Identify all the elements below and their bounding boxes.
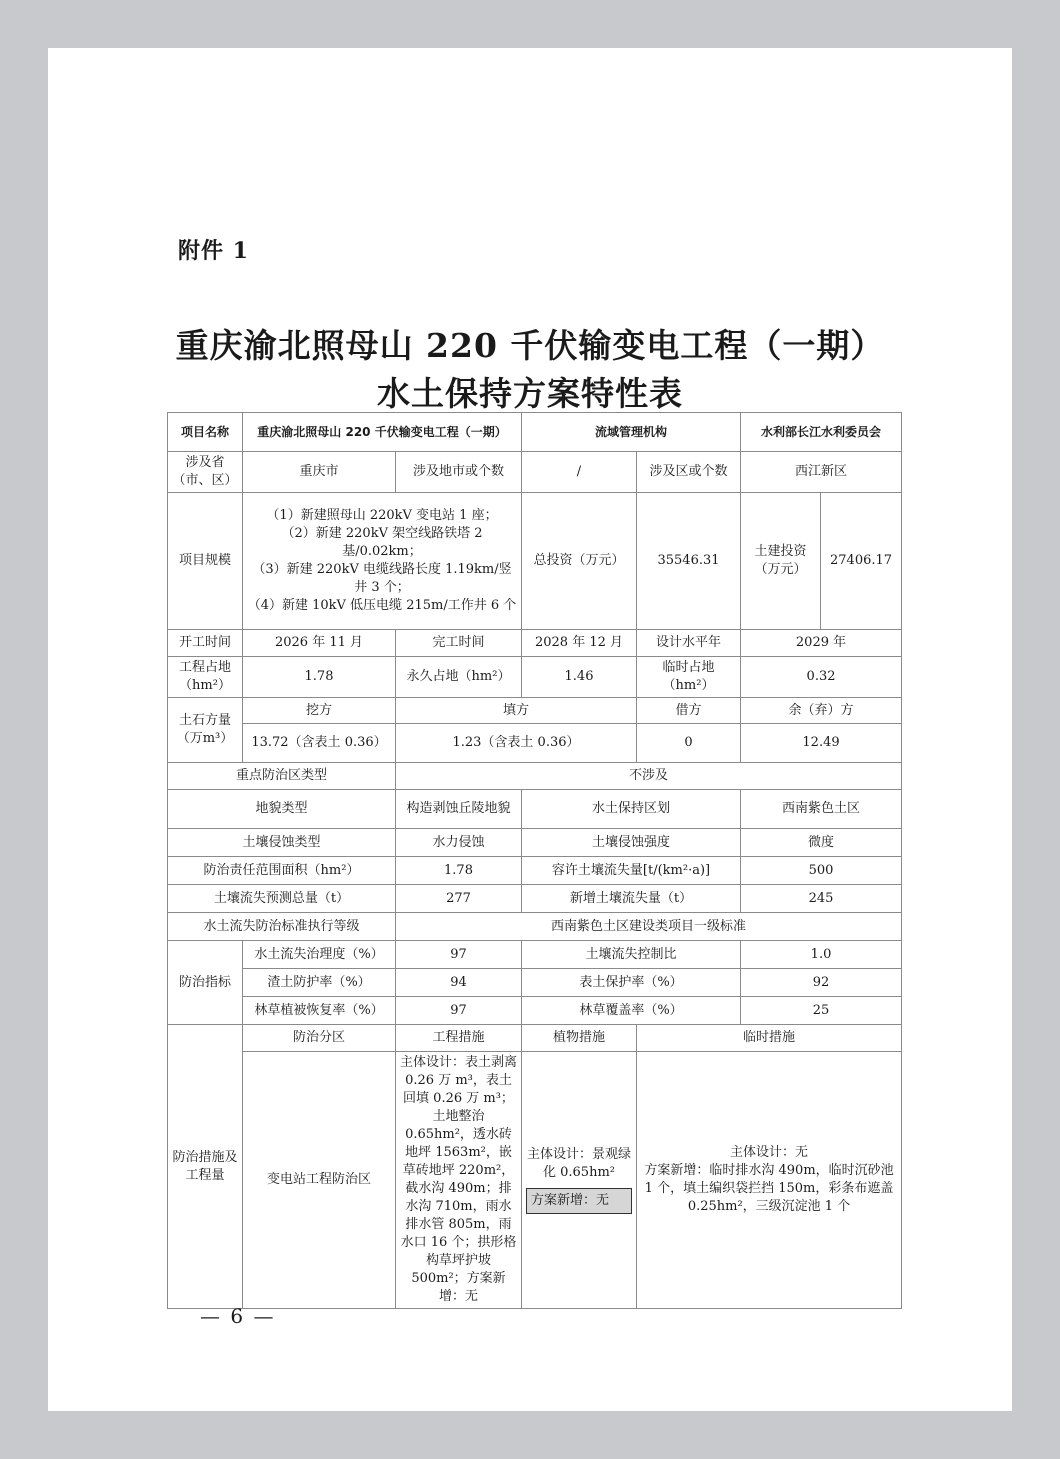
indicator-value: 97 xyxy=(396,941,522,969)
table-row xyxy=(168,829,902,857)
indicator-value: 1.0 xyxy=(741,941,902,969)
table-row xyxy=(168,413,902,452)
city-label: 涉及地市或个数 xyxy=(396,452,522,493)
temporary-measures xyxy=(637,1052,902,1309)
temp-land-label: 临时占地（hm²） xyxy=(637,657,741,698)
province-value: 重庆市 xyxy=(243,452,396,493)
temporary-new: 方案新增：临时排水沟 490m，临时沉砂池 1 个，填土编织袋拦挡 150m，彩条布遮盖 0.25hm²，三级沉淀池 1 个 xyxy=(644,1163,894,1214)
indicator-name: 林草植被恢复率（%） xyxy=(243,997,396,1025)
key-zone-value: 不涉及 xyxy=(396,763,902,790)
city-value: / xyxy=(522,452,637,493)
page-number: — 6 — xyxy=(200,1304,276,1328)
table-row xyxy=(168,452,902,493)
new-loss-value: 245 xyxy=(741,885,902,913)
table-row xyxy=(168,724,902,763)
landform-label: 地貌类型 xyxy=(168,790,396,829)
waste-value: 12.49 xyxy=(741,724,902,763)
table-row xyxy=(168,763,902,790)
pred-loss-value: 277 xyxy=(396,885,522,913)
land-value: 1.78 xyxy=(243,657,396,698)
cut-label: 挖方 xyxy=(243,698,396,724)
perm-land-label: 永久占地（hm²） xyxy=(396,657,522,698)
zone-value: 变电站工程防治区 xyxy=(243,1052,396,1309)
table-row xyxy=(168,1052,902,1309)
engineering-header: 工程措施 xyxy=(396,1025,522,1052)
basin-agency-value: 水利部长江水利委员会 xyxy=(741,413,902,452)
zone-header: 防治分区 xyxy=(243,1025,396,1052)
indicator-name: 表土保护率（%） xyxy=(522,969,741,997)
fill-label: 填方 xyxy=(396,698,637,724)
finish-label: 完工时间 xyxy=(396,630,522,657)
erosion-intensity-value: 微度 xyxy=(741,829,902,857)
document-page xyxy=(48,48,1012,1411)
attachment-label: 附件 1 xyxy=(178,238,249,264)
table-row xyxy=(168,1025,902,1052)
total-invest-value: 35546.31 xyxy=(637,493,741,630)
standard-label: 水土流失防治标准执行等级 xyxy=(168,913,396,941)
land-label: 工程占地（hm²） xyxy=(168,657,243,698)
temp-land-value: 0.32 xyxy=(741,657,902,698)
vegetation-new: 方案新增：无 xyxy=(526,1188,632,1214)
province-label: 涉及省（市、区） xyxy=(168,452,243,493)
swc-zone-label: 水土保持区划 xyxy=(522,790,741,829)
table-row xyxy=(168,857,902,885)
key-zone-label: 重点防治区类型 xyxy=(168,763,396,790)
earth-label: 土石方量（万m³） xyxy=(168,698,243,763)
design-year-value: 2029 年 xyxy=(741,630,902,657)
district-value: 西江新区 xyxy=(741,452,902,493)
page-title: 重庆渝北照母山 220 千伏输变电工程（一期） xyxy=(175,326,885,365)
table-row xyxy=(168,630,902,657)
total-invest-label: 总投资（万元） xyxy=(522,493,637,630)
vegetation-measures xyxy=(522,1052,637,1309)
indicator-value: 25 xyxy=(741,997,902,1025)
table-row xyxy=(168,913,902,941)
table-row xyxy=(168,941,902,969)
civil-invest-value: 27406.17 xyxy=(821,493,902,630)
table-row xyxy=(168,493,902,630)
civil-invest-label: 土建投资（万元） xyxy=(741,493,821,630)
scale-item: （3）新建 220kV 电缆线路长度 1.19km/竖井 3 个； xyxy=(252,562,512,595)
indicator-name: 水土流失治理度（%） xyxy=(243,941,396,969)
start-label: 开工时间 xyxy=(168,630,243,657)
temporary-header: 临时措施 xyxy=(637,1025,902,1052)
erosion-intensity-label: 土壤侵蚀强度 xyxy=(522,829,741,857)
project-name-value: 重庆渝北照母山 220 千伏输变电工程（一期） xyxy=(243,413,522,452)
finish-value: 2028 年 12 月 xyxy=(522,630,637,657)
table-row xyxy=(168,790,902,829)
borrow-label: 借方 xyxy=(637,698,741,724)
borrow-value: 0 xyxy=(637,724,741,763)
measures-label: 防治措施及工程量 xyxy=(168,1025,243,1309)
landform-value: 构造剥蚀丘陵地貌 xyxy=(396,790,522,829)
table-row xyxy=(168,997,902,1025)
swc-zone-value: 西南紫色土区 xyxy=(741,790,902,829)
temporary-design: 主体设计：无 xyxy=(730,1145,809,1160)
indicator-value: 97 xyxy=(396,997,522,1025)
scale-item: （4）新建 10kV 低压电缆 215m/工作井 6 个 xyxy=(247,598,517,613)
table-row xyxy=(168,657,902,698)
allow-loss-label: 容许土壤流失量[t/(km²·a)] xyxy=(522,857,741,885)
indicator-name: 林草覆盖率（%） xyxy=(522,997,741,1025)
district-label: 涉及区或个数 xyxy=(637,452,741,493)
vegetation-design: 主体设计：景观绿化 0.65hm² xyxy=(526,1147,631,1180)
table-row xyxy=(168,969,902,997)
vegetation-header: 植物措施 xyxy=(522,1025,637,1052)
spec-table xyxy=(167,412,902,1309)
table-row xyxy=(168,885,902,913)
scale-item: （1）新建照母山 220kV 变电站 1 座； xyxy=(266,508,498,523)
erosion-type-value: 水力侵蚀 xyxy=(396,829,522,857)
start-value: 2026 年 11 月 xyxy=(243,630,396,657)
indicator-name: 土壤流失控制比 xyxy=(522,941,741,969)
resp-area-label: 防治责任范围面积（hm²） xyxy=(168,857,396,885)
project-name-label: 项目名称 xyxy=(168,413,243,452)
new-loss-label: 新增土壤流失量（t） xyxy=(522,885,741,913)
indicator-label: 防治指标 xyxy=(168,941,243,1025)
allow-loss-value: 500 xyxy=(741,857,902,885)
engineering-measures: 主体设计：表土剥离 0.26 万 m³，表土回填 0.26 万 m³；土地整治 0.65hm²，透水砖地坪 1563m²，嵌草砖地坪 220m²，截水沟 490m；排水沟 710m，雨水排水管 805m，雨水口 16 个；拱形格构草坪护坡 500m²；方案新增：无 xyxy=(396,1052,522,1309)
fill-value: 1.23（含表土 0.36） xyxy=(396,724,637,763)
cut-value: 13.72（含表土 0.36） xyxy=(243,724,396,763)
indicator-name: 渣土防护率（%） xyxy=(243,969,396,997)
erosion-type-label: 土壤侵蚀类型 xyxy=(168,829,396,857)
pred-loss-label: 土壤流失预测总量（t） xyxy=(168,885,396,913)
scale-value xyxy=(243,493,522,630)
scale-label: 项目规模 xyxy=(168,493,243,630)
perm-land-value: 1.46 xyxy=(522,657,637,698)
design-year-label: 设计水平年 xyxy=(637,630,741,657)
waste-label: 余（弃）方 xyxy=(741,698,902,724)
indicator-value: 92 xyxy=(741,969,902,997)
indicator-value: 94 xyxy=(396,969,522,997)
table-row xyxy=(168,698,902,724)
resp-area-value: 1.78 xyxy=(396,857,522,885)
standard-value: 西南紫色土区建设类项目一级标准 xyxy=(396,913,902,941)
basin-agency-label: 流域管理机构 xyxy=(522,413,741,452)
scale-item: （2）新建 220kV 架空线路铁塔 2 基/0.02km； xyxy=(281,526,483,559)
page-subtitle: 水土保持方案特性表 xyxy=(377,374,683,413)
